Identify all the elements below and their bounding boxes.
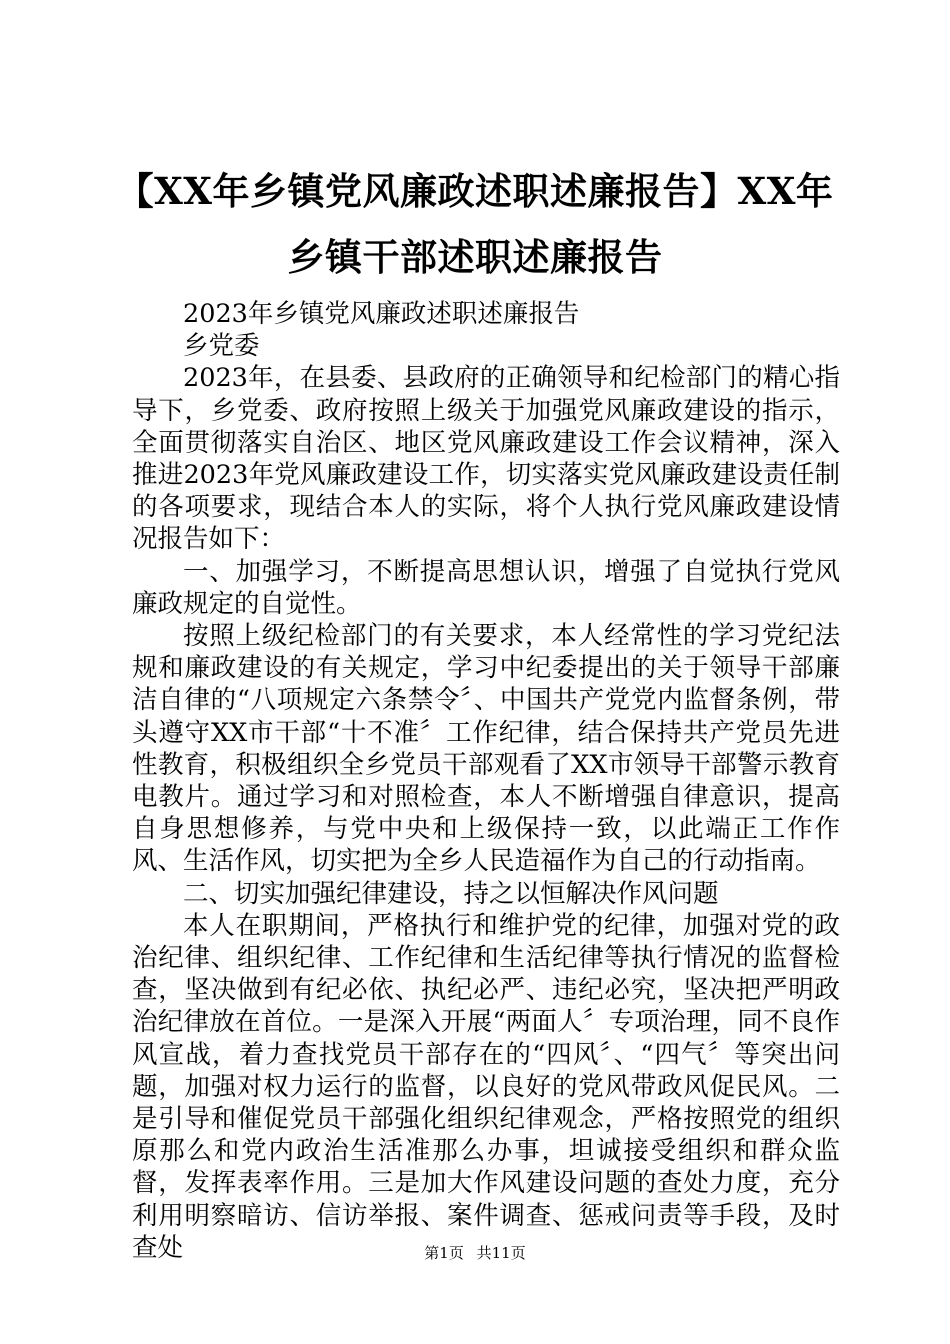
body-paragraph: 2023年，在县委、县政府的正确领导和纪检部门的精心指导下，乡党委、政府按照上级关于加强党风廉政建设的指示，全面贯彻落实自治区、地区党风廉政建设工作会议精神，深入推进2023年党风廉政建设工作，切实落实党风廉政建设责任制的各项要求，现结合本人的实际，将个人执行党风廉政建设情况报告如下： [132,363,840,555]
report-heading: 2023年乡镇党风廉政述职述廉报告 [183,299,580,329]
document-body [132,298,840,1264]
body-paragraph: 按照上级纪检部门的有关要求，本人经常性的学习党纪法规和廉政建设的有关规定，学习中纪委提出的关于领导干部廉洁自律的“八项规定六条禁令〞、中国共产党党内监督条例，带头遵守XX市干部“十不准〞工作纪律，结合保持共产党员先进性教育，积极组织全乡党员干部观看了XX市领导干部警示教育电教片。通过学习和对照检查，本人不断增强自律意识，提高自身思想修养，与党中央和上级保持一致，以此端正工作作风、生活作风，切实把为全乡人民造福作为自己的行动指南。 [132,621,840,877]
page-number: 第1页 [424,1244,464,1262]
section-heading-1: 一、加强学习，不断提高思想认识，增强了自觉执行党风廉政规定的自觉性。 [132,556,840,619]
page-total: 共11页 [476,1244,526,1262]
report-author: 乡党委 [183,331,260,362]
body-paragraph: 本人在职期间，严格执行和维护党的纪律，加强对党的政治纪律、组织纪律、工作纪律和生活纪律等执行情况的监督检查，坚决做到有纪必依、执纪必严、违纪必究，坚决把严明政治纪律放在首位。一是深入开展“两面人〞专项治理，同不良作风宣战，着力查找党员干部存在的“四风〞、“四气〞等突出问题，加强对权力运行的监督，以良好的党风带政风促民风。二是引导和催促党员干部强化组织纪律观念，严格按照党的组织原那么和党内政治生活准那么办事，坦诚接受组织和群众监督，发挥表率作用。三是加大作风建设问题的查处力度，充分利用明察暗访、信访举报、案件调查、惩戒问责等手段，及时查处 [132,910,840,1263]
document-title: 【XX年乡镇党风廉政述职述廉报告】XX年乡镇干部述职述廉报告 [116,169,834,279]
section-heading-2: 二、切实加强纪律建设，持之以恒解决作风问题 [183,878,719,909]
page-footer [0,1243,950,1263]
